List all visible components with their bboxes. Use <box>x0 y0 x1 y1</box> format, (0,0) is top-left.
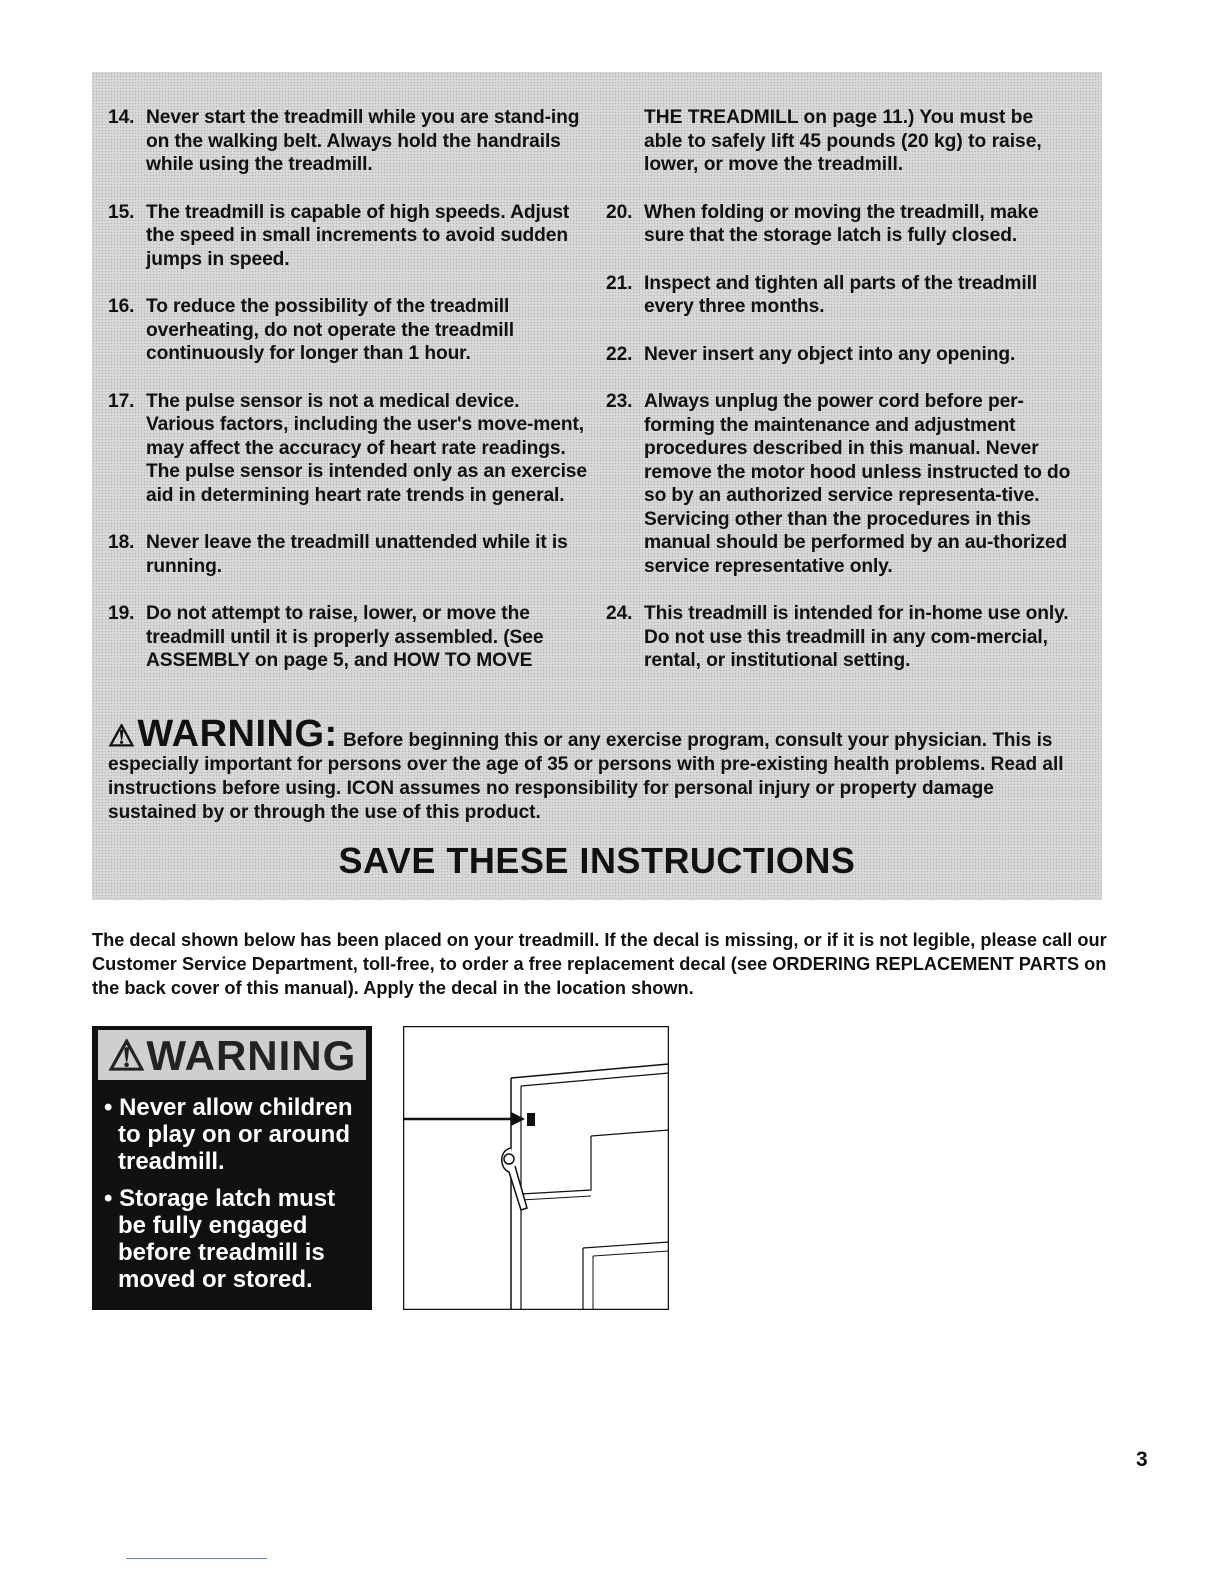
warning-paragraph <box>108 713 1083 825</box>
item-number: 22. <box>606 343 633 365</box>
safety-item-22 <box>606 343 1076 367</box>
item-number: 23. <box>606 391 633 412</box>
item-text: Do not attempt to raise, lower, or move the treadmill until it is properly assembled. (See ASSEMBLY on page 5, and HOW TO MOVE <box>146 603 544 671</box>
decal-note: The decal shown below has been placed on your treadmill. If the decal is missing, or if it is not legible, please call our Customer Service Department, toll-free, to order a free replacement decal (see ORDERING REPLACEMENT PARTS on the back cover of this manual). Apply the decal in the location shown. <box>92 930 1107 998</box>
right-column <box>606 106 1076 697</box>
warning-heading-text: WARNING: <box>137 713 338 755</box>
safety-item-19-continued: THE TREADMILL on page 11.) You must be able to safely lift 45 pounds (20 kg) to raise, lower, or move the treadmill. <box>644 107 1042 175</box>
safety-item-23 <box>606 390 1076 578</box>
safety-item-18 <box>108 531 592 578</box>
item-text: Inspect and tighten all parts of the treadmill every three months. <box>644 272 1038 317</box>
item-number: 15. <box>108 201 135 223</box>
safety-item-14 <box>108 106 592 177</box>
safety-item-24 <box>606 602 1076 673</box>
item-number: 20. <box>606 201 633 223</box>
decal-location-diagram <box>403 1026 669 1310</box>
item-number: 17. <box>108 390 135 412</box>
decal-bullet: • Never allow children to play on or around treadmill. <box>104 1094 353 1175</box>
item-text: Never start the treadmill while you are stand-ing on the walking belt. Always hold the handrails while using the treadmill. <box>146 107 580 175</box>
safety-item-16 <box>108 295 592 366</box>
safety-item-19 <box>108 602 592 673</box>
warning-heading <box>108 713 338 755</box>
item-text: To reduce the possibility of the treadmill overheating, do not operate the treadmill continuously for longer than 1 hour. <box>146 296 514 364</box>
item-text: Always unplug the power cord before per-forming the maintenance and adjustment procedures described in this manual. Never remove the motor hood unless instructed to do so by an authorized service representa-tive. Servicing other than the procedures in this manual should be performed by an au-thorized service representative only. <box>644 391 1071 577</box>
item-number: 16. <box>108 296 135 317</box>
item-text: Never insert any object into any opening. <box>644 343 1016 365</box>
item-text: The treadmill is capable of high speeds. Adjust the speed in small increments to avoid sudden jumps in speed. <box>146 201 570 270</box>
safety-item-15 <box>108 201 592 272</box>
item-text: When folding or moving the treadmill, make sure that the storage latch is fully closed. <box>644 201 1039 246</box>
safety-item-17 <box>108 390 592 508</box>
save-instructions-title: SAVE THESE INSTRUCTIONS <box>338 840 856 881</box>
warning-decal <box>92 1026 372 1310</box>
safety-item-21 <box>606 272 1076 319</box>
item-number: 18. <box>108 532 135 553</box>
left-column <box>108 106 592 697</box>
item-number: 14. <box>108 107 135 128</box>
item-text: This treadmill is intended for in-home use only. Do not use this treadmill in any com-mercial, rental, or institutional setting. <box>644 603 1069 671</box>
item-number: 24. <box>606 603 633 624</box>
safety-item-20 <box>606 201 1076 248</box>
decal-bullet: • Storage latch must be fully engaged before treadmill is moved or stored. <box>104 1185 336 1293</box>
decal-heading: ⚠WARNING <box>98 1030 366 1080</box>
item-text: The pulse sensor is not a medical device. Various factors, including the user's move-ment, may affect the accuracy of heart rate readings. The pulse sensor is intended only as an exercise aid in determining heart rate trends in general. <box>146 390 587 506</box>
item-text: Never leave the treadmill unattended while it is running. <box>146 532 568 577</box>
item-number: 21. <box>606 272 633 294</box>
item-number: 19. <box>108 603 135 624</box>
decal-bullets <box>92 1094 372 1293</box>
warning-triangle-icon: ⚠ <box>108 720 136 753</box>
warning-text: Before beginning this or any exercise program, consult your physician. This is especially important for persons over the age of 35 or persons with pre-existing health problems. Read all instructions before using. ICON assumes no responsibility for personal injury or property damage sustained by or through the use of this product. <box>108 730 1064 823</box>
page-number: 3 <box>1136 1448 1148 1471</box>
footer-rule <box>126 1558 267 1559</box>
